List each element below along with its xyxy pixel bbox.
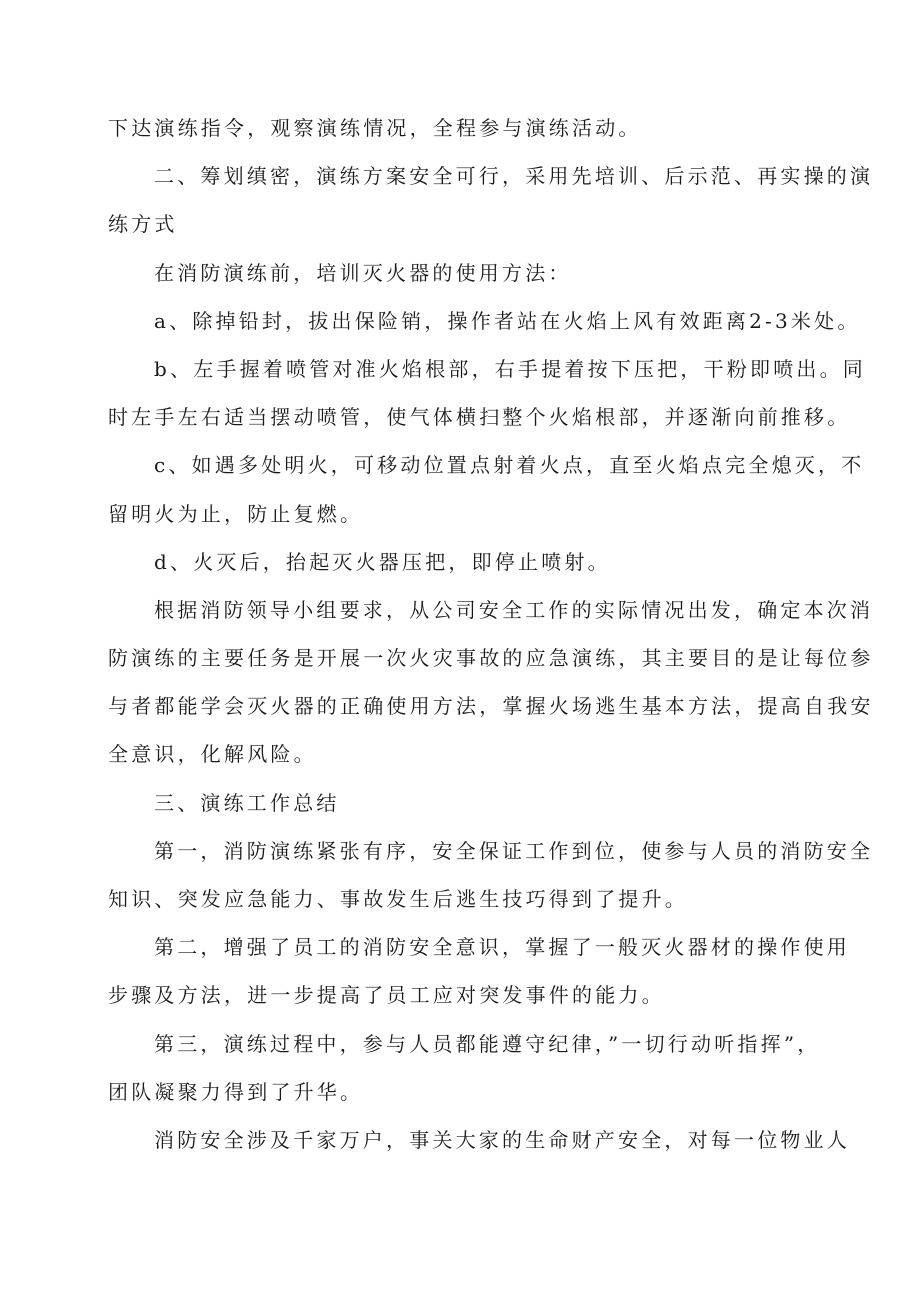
text-line: 知识、突发应急能力、事故发生后逃生技巧得到了提升。 [108,887,688,911]
text-line: 下达演练指令，观察演练情况，全程参与演练活动。 [108,116,642,140]
text-line: 步骤及方法，进一步提高了员工应对突发事件的能力。 [108,983,665,1008]
paragraph [108,441,865,537]
paragraph [108,249,828,297]
text-line: 与者都能学会灭火器的正确使用方法，掌握火场逃生基本方法，提高自我安 [108,694,874,719]
paragraph [108,1116,850,1164]
text-line: 三、演练工作总结 [154,790,340,815]
text-line: 第一，消防演练紧张有序，安全保证工作到位，使参与人员的消防安全 [154,838,874,863]
text-line: 消防安全涉及千家万户，事关大家的生命财产安全，对每一位物业人 [154,1127,850,1152]
paragraph [108,152,874,248]
paragraph [108,297,861,345]
text-line: 第二，增强了员工的消防安全意识，掌握了一般灭火器材的操作使用 [154,935,850,960]
text-line: b、左手握着喷管对准火焰根部，右手提着按下压把，干粉即喷出。同 [154,356,867,381]
text-line: 时左手左右适当摆动喷管，使气体横扫整个火焰根部，并逐渐向前推移。 [108,405,851,430]
paragraph [108,923,850,1019]
paragraph [108,538,828,586]
text-line: a、除掉铅封，拔出保险销，操作者站在火焰上风有效距离2-3米处。 [154,308,861,333]
paragraph [108,1020,828,1116]
paragraph [108,779,828,827]
text-line: 在消防演练前，培训灭火器的使用方法： [154,260,572,285]
paragraph [108,104,828,152]
text-line: 全意识，化解风险。 [108,742,317,767]
text-line: 根据消防领导小组要求，从公司安全工作的实际情况出发，确定本次消 [154,597,874,622]
paragraph [108,345,867,441]
text-line: d、火灭后，抬起灭火器压把，即停止喷射。 [154,549,611,574]
text-line: 团队凝聚力得到了升华。 [108,1079,364,1104]
document-page [108,104,874,1164]
paragraph [108,827,874,923]
text-line: c、如遇多处明火，可移动位置点射着火点，直至火焰点完全熄灭，不 [154,453,865,478]
text-line: 留明火为止，防止复燃。 [108,501,364,526]
text-line: 练方式 [108,212,178,237]
text-line: 第三，演练过程中，参与人员都能遵守纪律，”一切行动听指挥”， [154,1031,821,1056]
text-line: 二、筹划缜密，演练方案安全可行，采用先培训、后示范、再实操的演 [154,164,874,189]
text-line: 防演练的主要任务是开展一次火灾事故的应急演练，其主要目的是让每位参 [108,646,874,671]
paragraph [108,586,874,779]
